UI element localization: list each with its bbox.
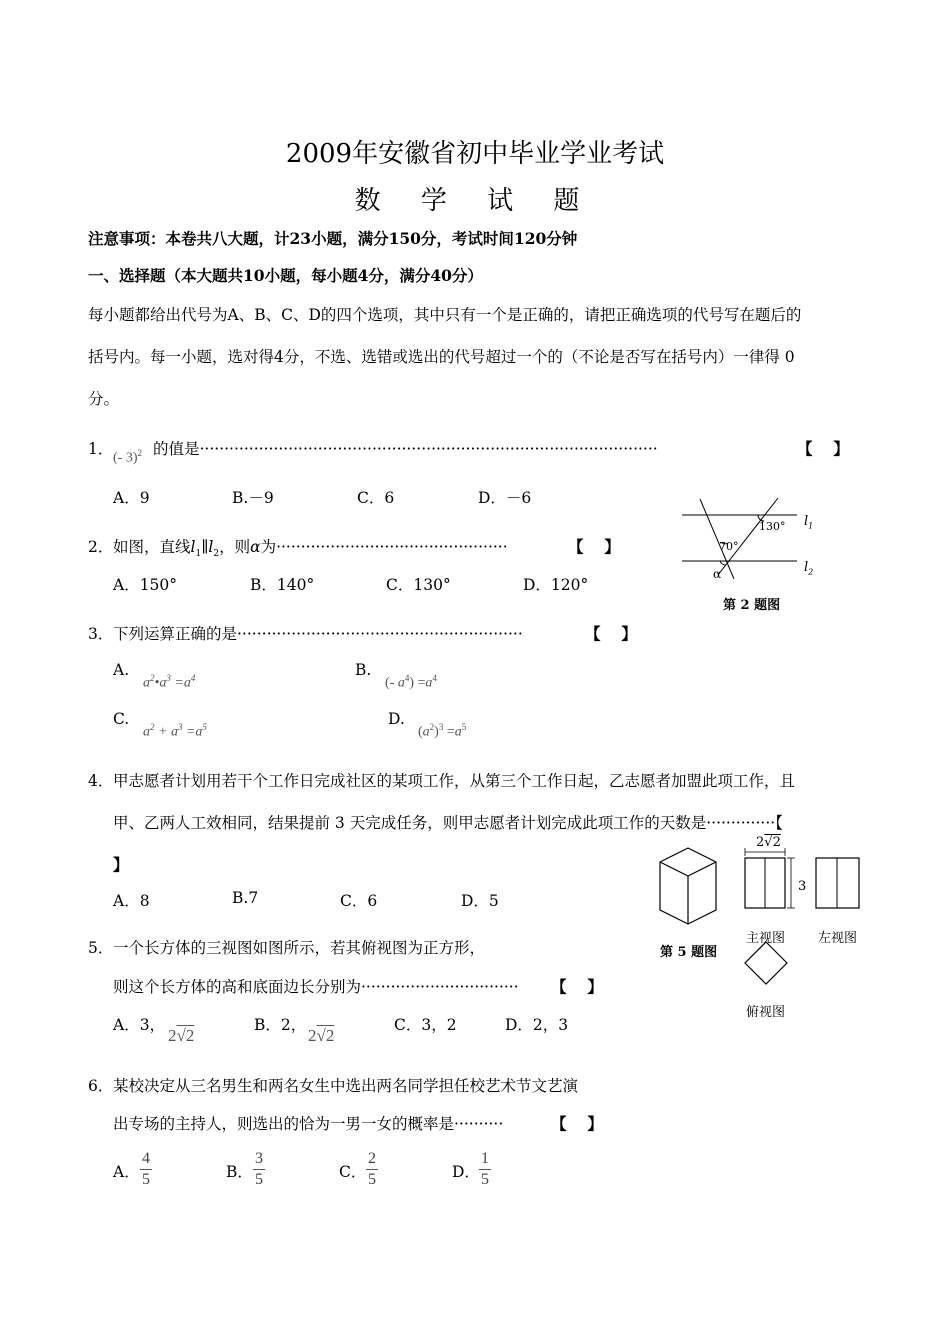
q6-number: 6． [88, 1077, 114, 1095]
q2-figure-angle-70: 70° [719, 540, 739, 553]
q1-option-d: D．－6 [478, 489, 532, 507]
q3-option-c-expr: $a^2 + a^3 =a^5$ [143, 722, 207, 740]
q4-number: 4． [88, 772, 114, 790]
q5-figure-width-label: 2√2 [756, 835, 781, 850]
q1-answer-bracket: 【 】 [797, 439, 849, 458]
q4-option-c: C．6 [340, 892, 378, 910]
q4-line-2: 甲、乙两人工效相同，结果提前 3 天完成任务，则甲志愿者计划完成此项工作的天数是··············【 [113, 814, 783, 832]
q5-answer-bracket: 【 】 [551, 977, 603, 996]
q5-figure-caption: 第 5 题图 [660, 945, 718, 960]
q2-figure [672, 495, 822, 585]
q5-figure [650, 840, 870, 990]
q1-option-b: B.－9 [232, 489, 274, 507]
section1-intro-2: 括号内。每一小题，选对得4分，不选、选错或选出的代号超过一个的（不论是否写在括号内）一律得 0 [88, 348, 795, 366]
q2-figure-l2: $l_2$ [804, 560, 814, 577]
q5-option-a-sqrt: 2√2 [168, 1026, 195, 1045]
top-view [745, 942, 787, 984]
q5-top-view-label: 俯视图 [746, 1005, 786, 1020]
q3-option-a-expr: $a^2•a^3 =a^4$ [143, 673, 196, 691]
q2-figure-angle-130: 130° [759, 520, 786, 533]
q3-option-a-label: A. [113, 661, 130, 679]
q3-answer-bracket: 【 】 [585, 624, 637, 643]
q6-option-b-fraction: $\frac{3}{5}$ [255, 1150, 263, 1188]
q1-text: 的值是····························································································· [153, 440, 658, 458]
transversal-2 [718, 498, 778, 575]
q2-text: 如图，直线$l_1\parallel l_2$，则α为··············································· [113, 538, 508, 560]
q3-text: 下列运算正确的是·························································· [113, 625, 523, 643]
q2-option-c: C．130° [386, 576, 451, 594]
q4-option-a: A．8 [113, 892, 150, 910]
q5-option-c: C．3，2 [394, 1016, 457, 1034]
page-subtitle: 数 学 试 题 [354, 186, 596, 216]
q6-option-d-label: D． [452, 1163, 480, 1181]
q2-number: 2． [88, 538, 114, 556]
q5-front-view-label: 主视图 [746, 931, 786, 946]
q5-option-a: A．3， [113, 1016, 166, 1034]
q3-option-d-expr: $(a^2)^3 =a^5$ [418, 722, 467, 740]
cube-figure [660, 848, 716, 924]
q5-option-d: D．2，3 [505, 1016, 569, 1034]
q4-option-b: B.7 [232, 889, 259, 907]
q6-option-b-label: B． [226, 1163, 253, 1181]
q2-figure-l1: $l_1$ [804, 514, 814, 531]
section1-heading: 一、选择题（本大题共10小题，每小题4分，满分40分） [88, 266, 483, 285]
q2-figure-caption: 第 2 题图 [723, 598, 781, 613]
q6-option-a-label: A． [113, 1163, 140, 1181]
q4-option-d: D．5 [461, 892, 499, 910]
q2-option-b: B．140° [250, 576, 315, 594]
q3-option-b-label: B. [355, 661, 372, 679]
page-title: 2009年安徽省初中毕业学业考试 [285, 139, 665, 169]
notice: 注意事项：本卷共八大题，计23小题，满分150分，考试时间120分钟 [88, 229, 578, 248]
q6-option-c-label: C． [339, 1163, 367, 1181]
q1-expression: (- 3)$^2$ [113, 448, 142, 466]
q5-figure-height-label: 3 [798, 879, 807, 894]
q3-option-b-expr: (- $a^4) =a^4$ [385, 673, 437, 691]
left-view [816, 858, 859, 908]
q4-line-3: 】 [113, 855, 129, 874]
q5-option-b-sqrt: 2√2 [308, 1026, 335, 1045]
q5-option-b: B．2， [254, 1016, 307, 1034]
q6-option-a-fraction: $\frac{4}{5}$ [142, 1150, 150, 1188]
q2-option-a: A．150° [113, 576, 178, 594]
q6-option-d-fraction: $\frac{1}{5}$ [481, 1150, 489, 1188]
q4-line-1: 甲志愿者计划用若干个工作日完成社区的某项工作，从第三个工作日起，乙志愿者加盟此项工作，且 [113, 772, 796, 790]
q2-answer-bracket: 【 】 [568, 537, 620, 556]
q5-line-2: 则这个长方体的高和底面边长分别为································ [113, 978, 519, 996]
q3-option-c-label: C. [113, 710, 130, 728]
section1-intro-3: 分。 [88, 390, 120, 408]
q6-line-2: 出专场的主持人，则选出的恰为一男一女的概率是·········· [113, 1115, 504, 1133]
front-view [745, 848, 795, 908]
q5-left-view-label: 左视图 [818, 931, 858, 946]
q1-number: 1． [88, 440, 114, 458]
q6-line-1: 某校决定从三名男生和两名女生中选出两名同学担任校艺术节文艺演 [113, 1077, 579, 1095]
q2-option-d: D．120° [523, 576, 589, 594]
q5-line-1: 一个长方体的三视图如图所示，若其俯视图为正方形， [113, 939, 486, 957]
q1-option-c: C．6 [357, 489, 395, 507]
section1-intro-1: 每小题都给出代号为A、B、C、D的四个选项，其中只有一个是正确的，请把正确选项的代号写在题后的 [88, 306, 802, 324]
q5-number: 5． [88, 939, 114, 957]
q2-figure-alpha: α [713, 567, 722, 581]
q3-number: 3． [88, 625, 114, 643]
q6-option-c-fraction: $\frac{2}{5}$ [368, 1150, 376, 1188]
q3-option-d-label: D. [388, 710, 405, 728]
q6-answer-bracket: 【 】 [551, 1114, 603, 1133]
q1-option-a: A．9 [113, 489, 150, 507]
